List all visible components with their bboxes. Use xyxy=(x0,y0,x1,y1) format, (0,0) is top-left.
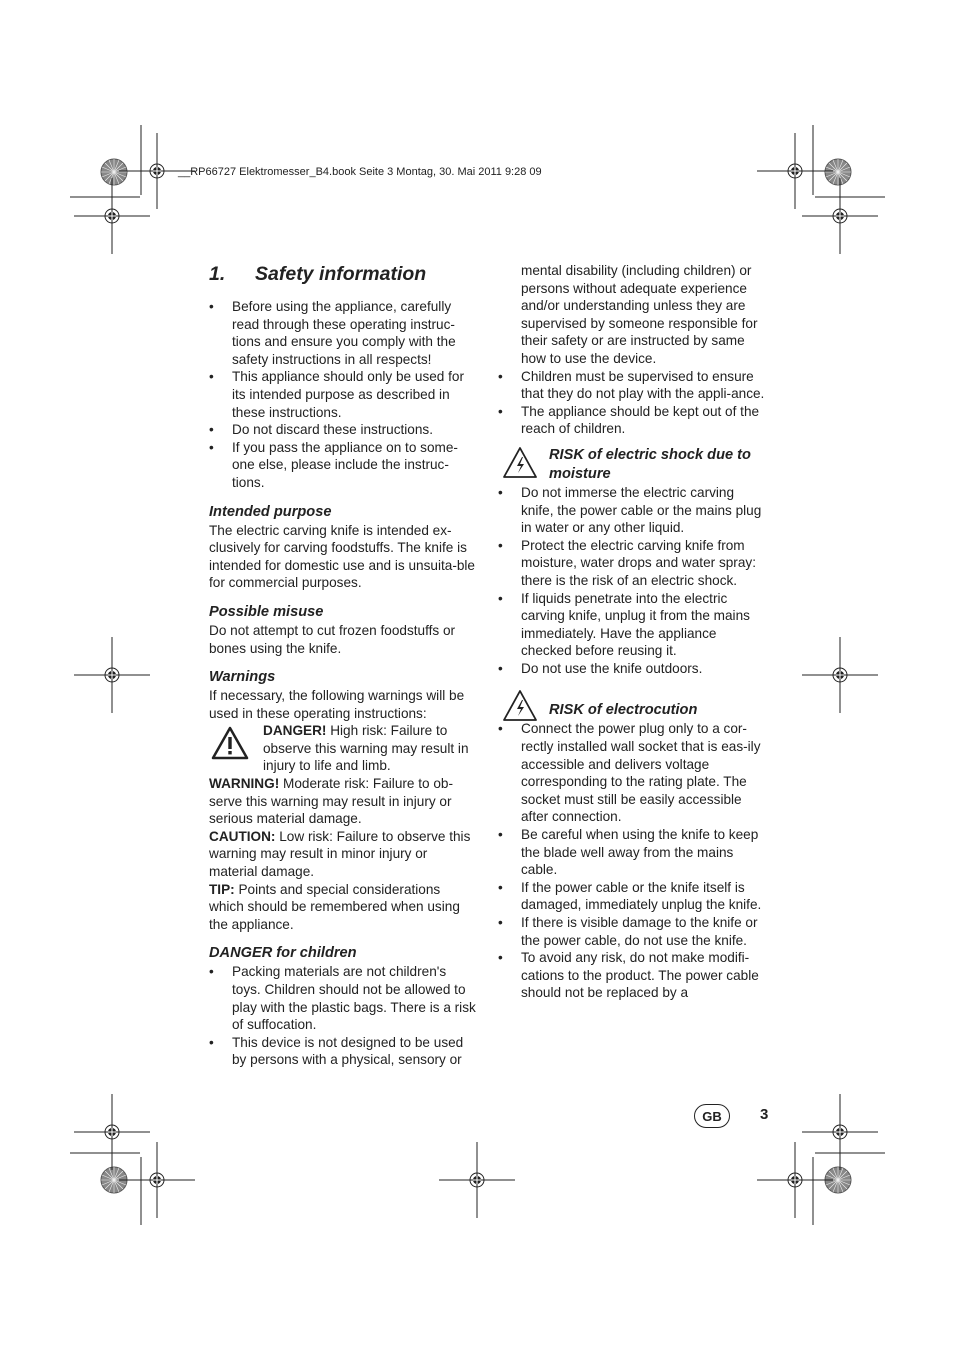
intended-purpose-heading: Intended purpose xyxy=(209,503,332,520)
danger-children-heading: DANGER for children xyxy=(209,945,357,962)
list-item: • If you pass the appliance on to some-one else, please include the instruc-tions. xyxy=(209,439,477,492)
warnings-intro: If necessary, the following warnings will be used in these operating instructions: xyxy=(209,688,465,721)
electrocution-list xyxy=(498,720,766,1002)
list-item: • Do not discard these instructions. xyxy=(209,421,477,439)
section-number: 1. xyxy=(209,263,226,285)
list-item: • Connect the power plug only to a cor-rectly installed wall socket that is eas-ily accessible and delivers voltage corresponding to the rating plate. The socket must still be easily accessible after connection. xyxy=(498,720,766,826)
continued-text: mental disability (including children) or persons without adequate experience and/or understanding unless they are supervised by someone responsible for their safety or are instructed by same how to use the device. xyxy=(521,263,758,366)
children-list-continued xyxy=(498,368,766,438)
warning-definition xyxy=(209,775,477,828)
list-item: • Packing materials are not children's toys. Children should not be allowed to play with the plastic bags. There is a risk of suffocation. xyxy=(209,963,477,1033)
possible-misuse-heading: Possible misuse xyxy=(209,603,324,620)
section-title xyxy=(209,262,477,286)
caution-label: CAUTION: xyxy=(209,828,276,844)
list-item: • If liquids penetrate into the electric carving knife, unplug it from the mains immediately. Have the appliance checked before reusing it. xyxy=(498,590,766,660)
print-file-info: __RP66727 Elektromesser_B4.book Seite 3 Montag, 30. Mai 2011 9:28 09 xyxy=(178,166,542,178)
right-column xyxy=(498,262,766,1002)
list-item: • Be careful when using the knife to keep the blade well away from the mains cable. xyxy=(498,826,766,879)
caution-text: Low risk: Failure to observe this warning may result in minor injury or material damage. xyxy=(209,828,471,880)
electric-shock-icon xyxy=(502,689,538,722)
list-item: • This device is not designed to be used by persons with a physical, sensory or xyxy=(209,1034,477,1069)
list-item: • If there is visible damage to the knife or the power cable, do not use the knife. xyxy=(498,914,766,949)
possible-misuse-text: Do not attempt to cut frozen foodstuffs or bones using the knife. xyxy=(209,622,456,656)
shock-list xyxy=(498,484,766,678)
tip-label: TIP: xyxy=(209,881,235,897)
shock-risk-heading xyxy=(498,446,766,484)
language-badge: GB xyxy=(694,1104,730,1128)
electrocution-risk-heading-text: RISK of electrocution xyxy=(549,702,698,719)
list-item: • The appliance should be kept out of the reach of children. xyxy=(498,403,766,438)
list-item: • This appliance should only be used for its intended purpose as described in these instructions. xyxy=(209,368,477,421)
shock-risk-heading-text: RISK of electric shock due to moisture xyxy=(549,446,751,482)
danger-text: High risk: Failure to observe this warning may result in injury to life and limb. xyxy=(263,723,469,774)
electrocution-risk-heading xyxy=(498,693,766,720)
warning-label: WARNING! xyxy=(209,776,280,792)
list-item: • If the power cable or the knife itself is damaged, immediately unplug the knife. xyxy=(498,879,766,914)
left-column xyxy=(209,262,477,1069)
intro-list xyxy=(209,298,477,492)
list-item: • To avoid any risk, do not make modifi-cations to the product. The power cable should not be replaced by a xyxy=(498,949,766,1002)
list-item: • Do not immerse the electric carving knife, the power cable or the mains plug in water or any other liquid. xyxy=(498,484,766,537)
list-item: • Do not use the knife outdoors. xyxy=(498,660,766,678)
list-item: • Children must be supervised to ensure that they do not play with the appli-ance. xyxy=(498,368,766,403)
danger-label: DANGER! xyxy=(263,723,327,739)
warnings-heading: Warnings xyxy=(209,669,276,686)
warning-text: Moderate risk: Failure to ob-serve this warning may result in injury or serious material damage. xyxy=(209,776,453,827)
danger-definition xyxy=(209,722,477,775)
children-list xyxy=(209,963,477,1069)
page-number: 3 xyxy=(760,1106,769,1123)
section-title-text: Safety information xyxy=(255,263,427,285)
caution-definition xyxy=(209,828,477,881)
warning-triangle-icon xyxy=(211,726,249,760)
list-item: • Before using the appliance, carefully read through these operating instruc-tions and ensure you comply with the safety instructions in all respects! xyxy=(209,298,477,368)
intended-purpose-text: The electric carving knife is intended ex-clusively for carving foodstuffs. The knife is intended for domestic use and is unsuita-ble for commercial purposes. xyxy=(209,522,475,591)
electric-shock-icon xyxy=(502,446,538,479)
tip-definition xyxy=(209,881,477,934)
tip-text: Points and special considerations which should be remembered when using the appliance. xyxy=(209,881,460,932)
list-item: • Protect the electric carving knife from moisture, water drops and water spray: there is the risk of an electric shock. xyxy=(498,537,766,590)
